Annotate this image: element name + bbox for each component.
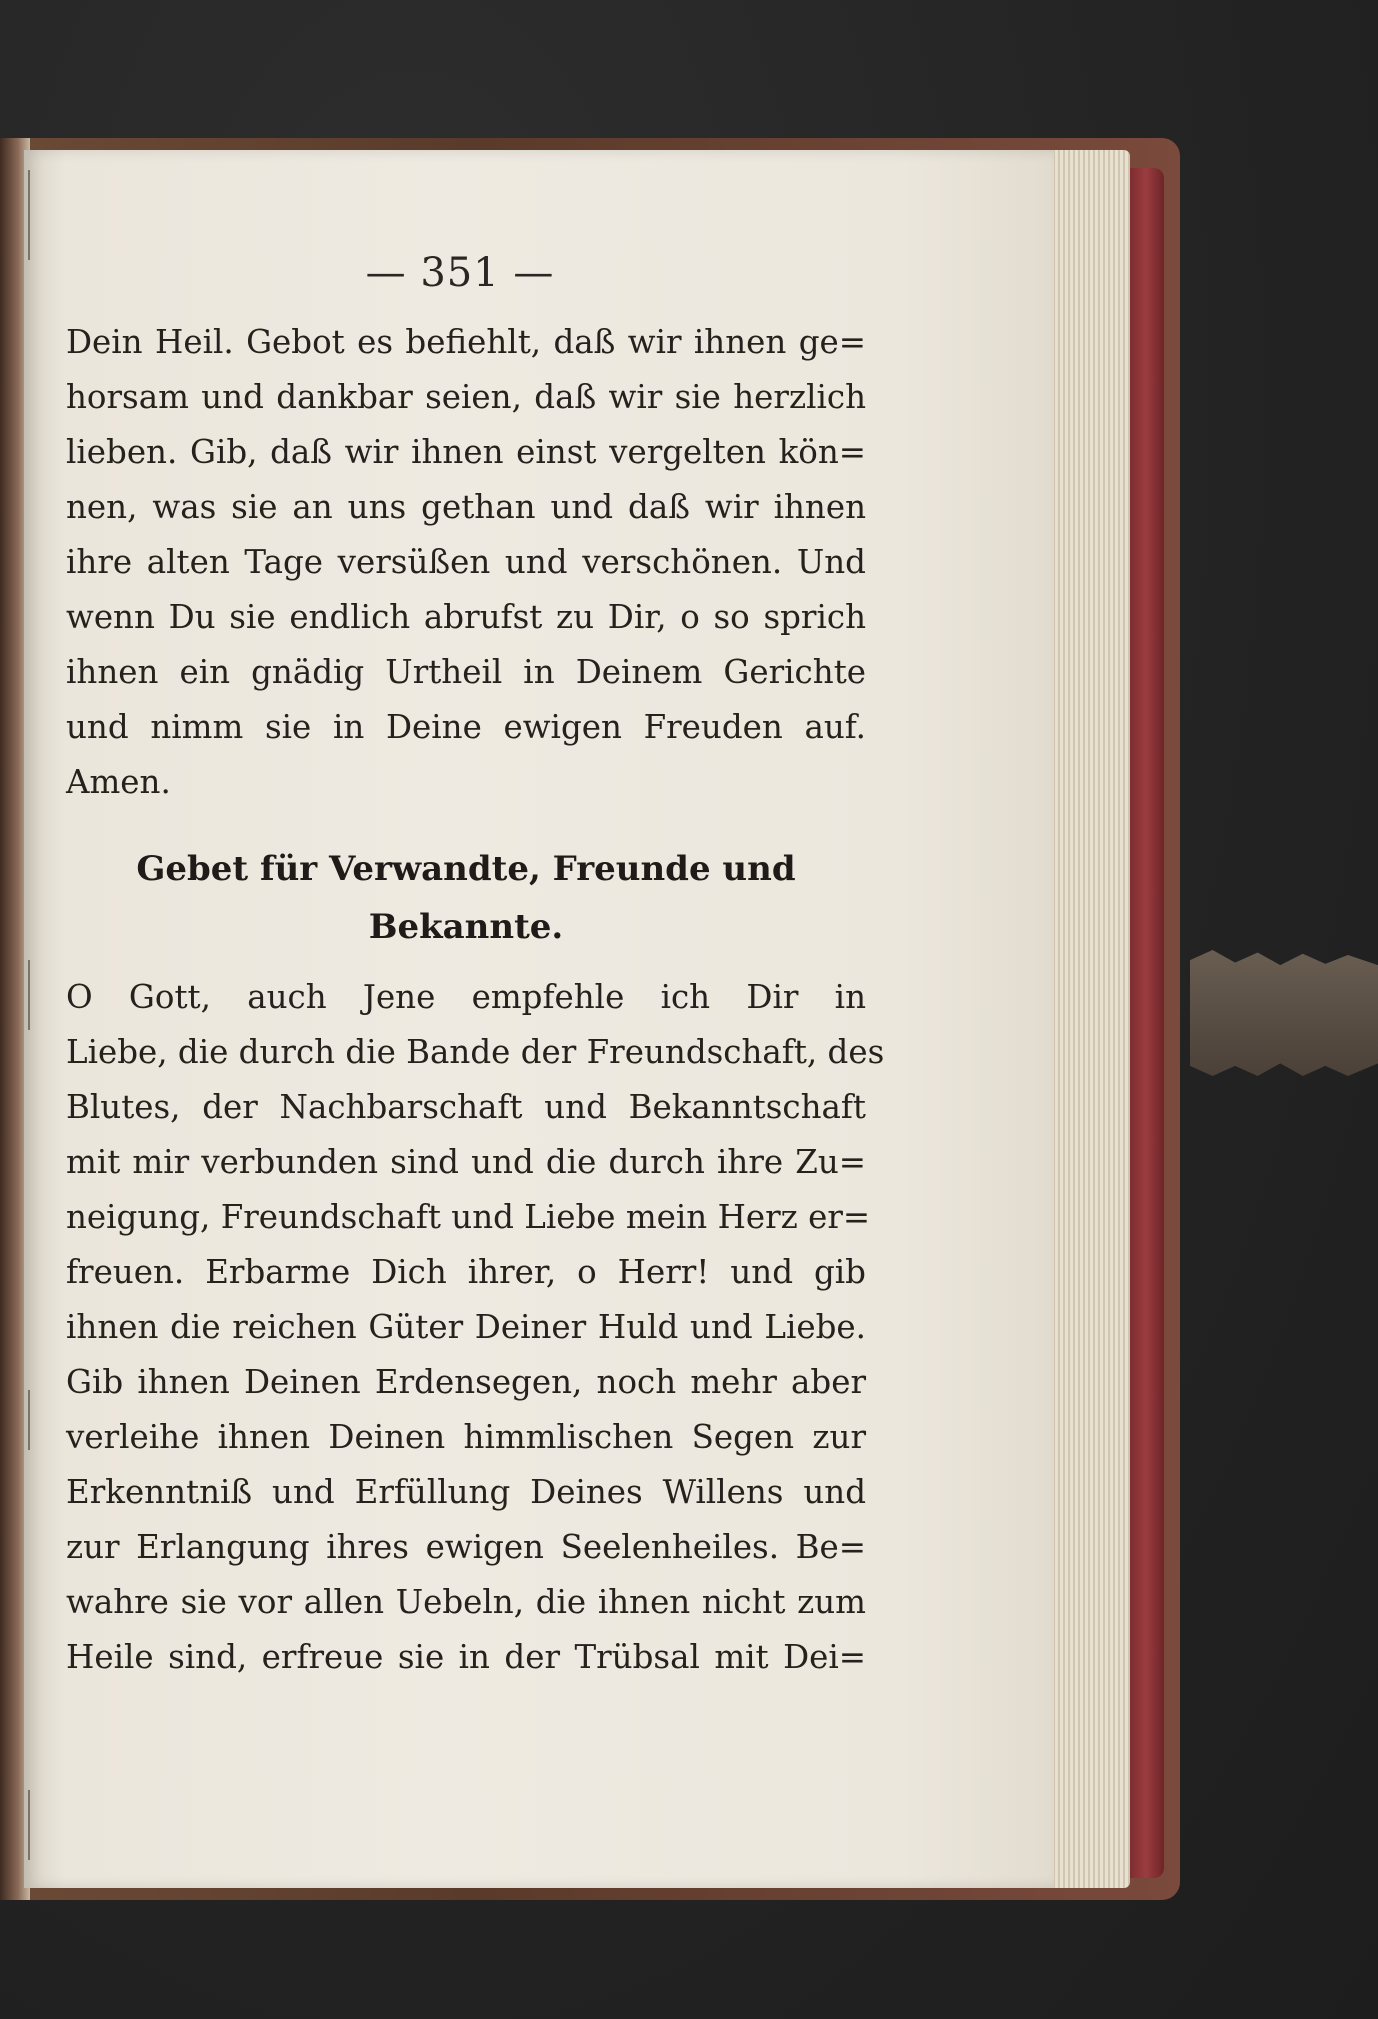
- text-line: Blutes, der Nachbarschaft und Bekanntschaft: [66, 1088, 866, 1126]
- section-heading: [66, 840, 866, 956]
- red-page-edge: [1128, 168, 1164, 1878]
- text-line: und nimm sie in Deine ewigen Freuden auf.: [66, 708, 866, 746]
- text-line: Liebe, die durch die Bande der Freundschaft, des: [66, 1033, 885, 1071]
- binding-stitch: [28, 1790, 30, 1860]
- text-line: Heile sind, erfreue sie in der Trübsal mit Dei=: [66, 1638, 866, 1676]
- bookmark-ribbon[interactable]: [1190, 950, 1378, 1076]
- text-line: ihre alten Tage versüßen und verschönen. Und: [66, 543, 866, 581]
- heading-line: Bekannte.: [368, 907, 564, 947]
- text-line: Dein Heil. Gebot es befiehlt, daß wir ihnen ge=: [66, 323, 866, 361]
- page-number: — 351 —: [365, 250, 555, 296]
- text-line: zur Erlangung ihres ewigen Seelenheiles. Be=: [66, 1528, 866, 1566]
- text-line: Erkenntniß und Erfüllung Deines Willens und: [66, 1473, 866, 1511]
- heading-line: Gebet für Verwandte, Freunde und: [136, 849, 796, 889]
- text-line: horsam und dankbar seien, daß wir sie herzlich: [66, 378, 866, 416]
- text-line: nen, was sie an uns gethan und daß wir ihnen: [66, 488, 866, 526]
- paragraph-1: [66, 315, 866, 810]
- text-line: Gib ihnen Deinen Erdensegen, noch mehr aber: [66, 1363, 866, 1401]
- text-line: mit mir verbunden sind und die durch ihre Zu=: [66, 1143, 866, 1181]
- text-line: lieben. Gib, daß wir ihnen einst vergelten kön=: [66, 433, 866, 471]
- text-line: wahre sie vor allen Uebeln, die ihnen nicht zum: [66, 1583, 866, 1621]
- text-line: Amen.: [66, 763, 171, 801]
- text-line: verleihe ihnen Deinen himmlischen Segen zur: [66, 1418, 866, 1456]
- binding-stitch: [28, 1390, 30, 1450]
- text-line: ihnen ein gnädig Urtheil in Deinem Gerichte: [66, 653, 866, 691]
- binding-stitch: [28, 960, 30, 1030]
- text-line: freuen. Erbarme Dich ihrer, o Herr! und gib: [66, 1253, 866, 1291]
- paragraph-2: [66, 970, 885, 1685]
- text-line: ihnen die reichen Güter Deiner Huld und Liebe.: [66, 1308, 866, 1346]
- page-edges: [1050, 150, 1130, 1888]
- text-line: O Gott, auch Jene empfehle ich Dir in: [66, 978, 866, 1016]
- text-line: neigung, Freundschaft und Liebe mein Herz er=: [66, 1198, 871, 1236]
- text-line: wenn Du sie endlich abrufst zu Dir, o so sprich: [66, 598, 866, 636]
- binding-stitch: [28, 170, 30, 260]
